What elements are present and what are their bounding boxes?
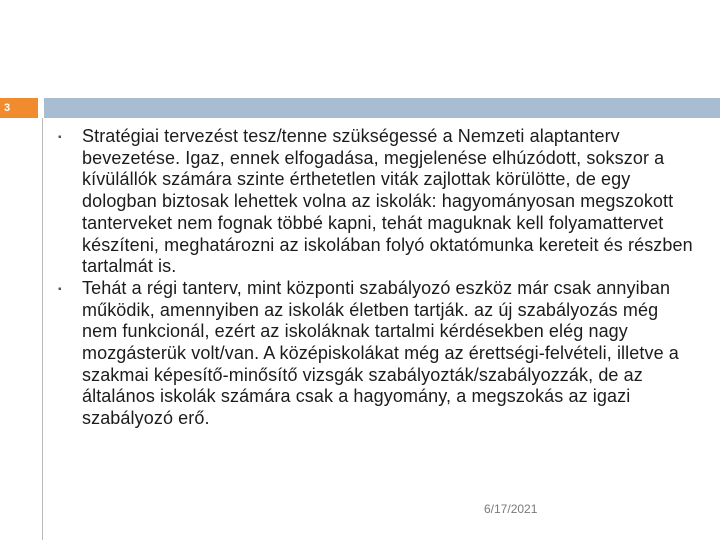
slide-date: 6/17/2021 — [484, 502, 538, 516]
slide-number-box — [0, 98, 38, 118]
bullet-item — [58, 126, 698, 278]
bullet-text: Stratégiai tervezést tesz/tenne szükségessé a Nemzeti alaptanterv bevezetése. Igaz, ennek elfogadása, megjelenése elhúzódott, sokszor a kívülállók számára szinte érthetetlen viták zajlottak körülötte, de egy dologban biztosak lehettek volna az iskolák: hagyományosan megszokott tanterveket nem fognak többé kapni, tehát maguknak kell folyamattervet készíteni, meghatározni az iskolában folyó oktatómunka kereteit és részben tartalmát is. — [82, 126, 693, 277]
top-accent-bar — [44, 98, 720, 118]
bullet-marker-icon: ▪ — [58, 283, 62, 295]
bullet-list — [58, 126, 698, 430]
slide-content — [58, 126, 698, 430]
slide-number: 3 — [4, 102, 11, 114]
bullet-item — [58, 278, 698, 430]
bullet-marker-icon: ▪ — [58, 132, 62, 143]
left-vertical-rule — [42, 118, 43, 540]
bullet-text: Tehát a régi tanterv, mint központi szabályozó eszköz már csak annyiban működik, amennyiben az iskolák életben tartják. az új szabályozás még nem funkcionál, ezért az iskoláknak tartalmi kérdésekben elég nagy mozgásterük volt/van. A középiskolákat még az érettségi-felvételi, illetve a szakmai képesítő-minősítő vizsgák szabályozták/szabályozzák, de az általános iskolák számára csak a hagyomány, a megszokás az igazi szabályozó erő. — [82, 277, 679, 429]
